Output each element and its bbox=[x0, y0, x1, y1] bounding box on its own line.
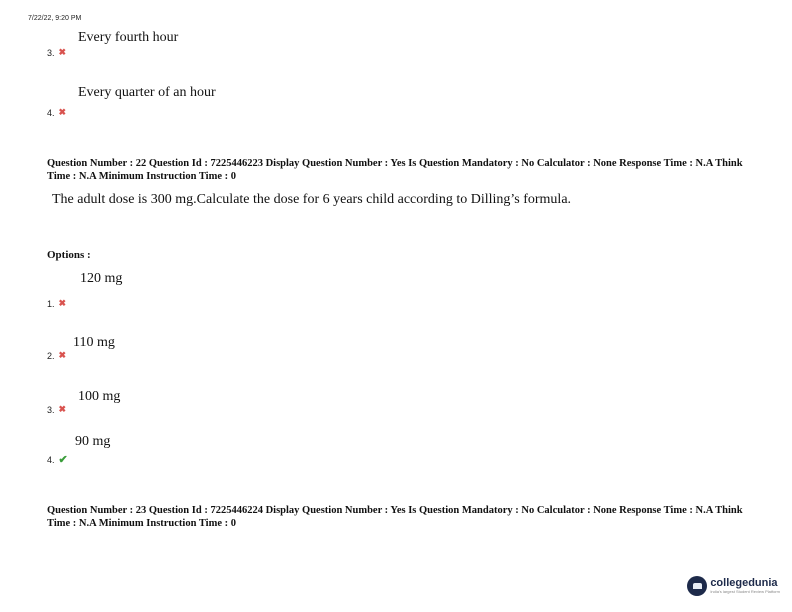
collegedunia-logo: collegedunia India's largest Student Review Platform bbox=[687, 576, 780, 596]
cross-icon: ✖ bbox=[58, 350, 67, 360]
question-text: The adult dose is 300 mg.Calculate the dose for 6 years child according to Dilling’s formula. bbox=[52, 192, 572, 207]
option-text: Every fourth hour bbox=[78, 30, 179, 45]
option-number: 3. ✖ bbox=[47, 47, 67, 58]
option-number: 4. ✖ bbox=[47, 107, 67, 118]
option-text: 120 mg bbox=[80, 271, 123, 286]
options-label: Options : bbox=[47, 249, 91, 261]
option-number: 3. ✖ bbox=[47, 404, 67, 415]
check-icon: ✔ bbox=[58, 454, 68, 466]
cross-icon: ✖ bbox=[58, 404, 67, 414]
cross-icon: ✖ bbox=[58, 47, 67, 57]
option-text: Every quarter of an hour bbox=[78, 85, 216, 100]
option-text: 100 mg bbox=[78, 389, 121, 404]
option-number: 4. ✔ bbox=[47, 454, 68, 466]
option-text: 90 mg bbox=[75, 434, 111, 449]
timestamp: 7/22/22, 9:20 PM bbox=[28, 15, 82, 22]
graduation-cap-icon bbox=[687, 576, 707, 596]
question-meta: Question Number : 22 Question Id : 7225446223 Display Question Number : Yes Is Question Mandatory : No Calculator : None Response Time : N.A Think Time : N.A Minimum Instruction Time : 0 bbox=[47, 158, 743, 182]
cross-icon: ✖ bbox=[58, 107, 67, 117]
cross-icon: ✖ bbox=[58, 298, 67, 308]
option-number: 2. ✖ bbox=[47, 350, 67, 361]
option-number: 1. ✖ bbox=[47, 298, 67, 309]
question-meta: Question Number : 23 Question Id : 7225446224 Display Question Number : Yes Is Question Mandatory : No Calculator : None Response Time : N.A Think Time : N.A Minimum Instruction Time : 0 bbox=[47, 505, 743, 529]
option-text: 110 mg bbox=[73, 335, 115, 350]
